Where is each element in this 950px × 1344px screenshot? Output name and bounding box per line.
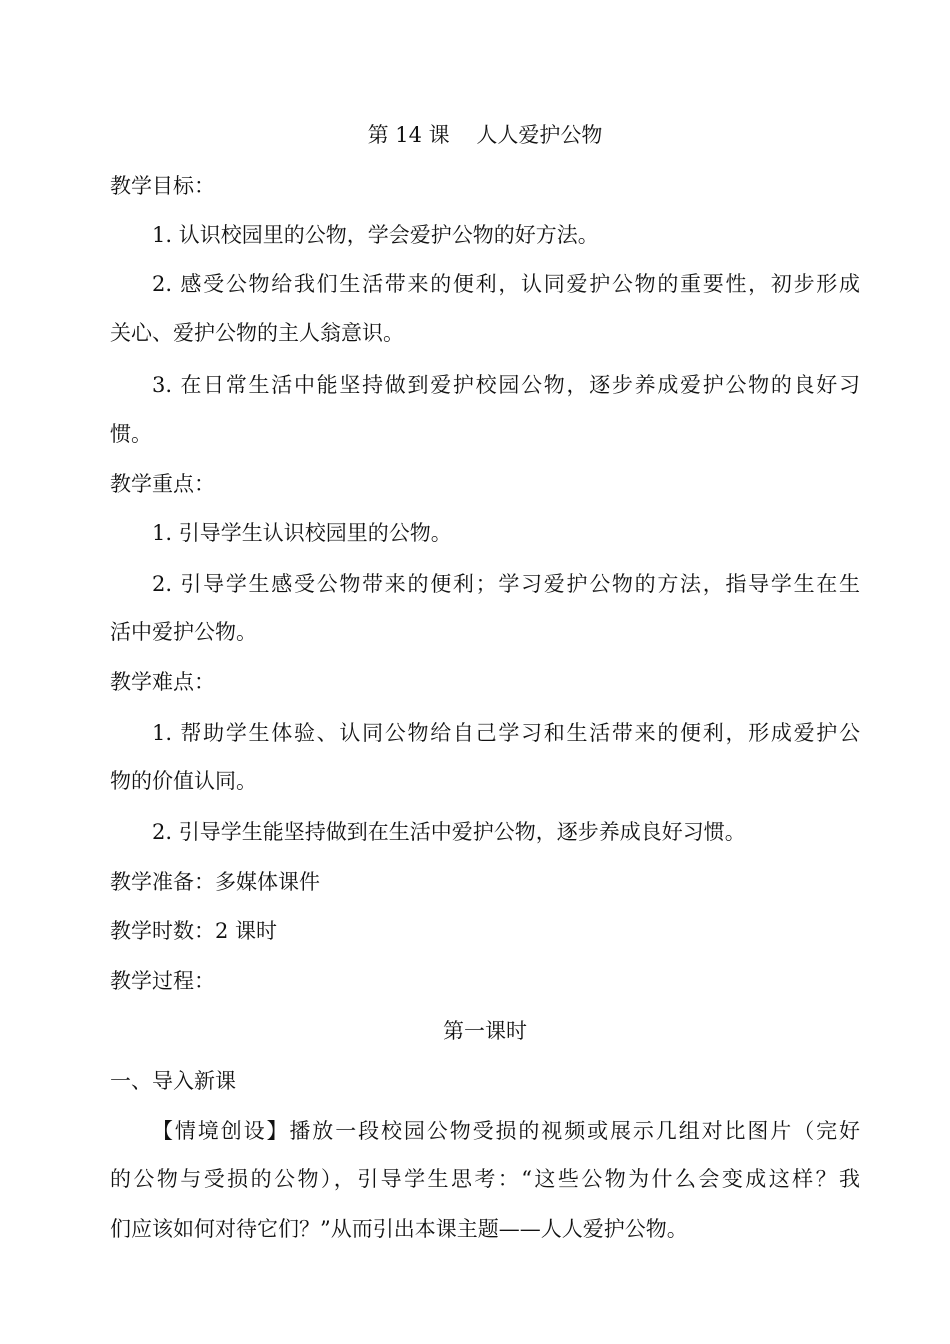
- difficulty-2: 2. 引导学生能坚持做到在生活中爱护公物，逐步养成良好习惯。: [152, 820, 746, 844]
- difficulty-1-line-1: 1. 帮助学生体验、认同公物给自己学习和生活带来的便利，形成爱护公: [152, 721, 860, 745]
- lesson-title: 第 14 课 人人爱护公物: [367, 123, 603, 147]
- key-point-1: 1. 引导学生认识校园里的公物。: [152, 521, 452, 545]
- section-1-heading: 一、导入新课: [110, 1069, 236, 1093]
- process-heading: 教学过程：: [110, 969, 215, 993]
- objective-3-line-1: 3. 在日常生活中能坚持做到爱护校园公物，逐步养成爱护公物的良好习: [152, 373, 860, 397]
- key-point-2-line-1: 2. 引导学生感受公物带来的便利；学习爱护公物的方法，指导学生在生: [152, 572, 860, 596]
- objective-1: 1. 认识校园里的公物，学会爱护公物的好方法。: [152, 223, 599, 247]
- objective-3-line-2: 惯。: [110, 422, 152, 446]
- preparation: 教学准备：多媒体课件: [110, 870, 320, 894]
- objectives-heading: 教学目标：: [110, 174, 215, 198]
- key-point-2-line-2: 活中爱护公物。: [110, 620, 257, 644]
- intro-line-3: 们应该如何对待它们？”从而引出本课主题——人人爱护公物。: [110, 1217, 688, 1241]
- difficulty-1-line-2: 物的价值认同。: [110, 769, 257, 793]
- objective-2-line-2: 关心、爱护公物的主人翁意识。: [110, 321, 404, 345]
- intro-line-2: 的公物与受损的公物），引导学生思考：“这些公物为什么会变成这样？我: [110, 1167, 860, 1191]
- lesson-heading: 第一课时: [443, 1019, 527, 1043]
- teaching-hours: 教学时数：2 课时: [110, 919, 278, 943]
- difficulties-heading: 教学难点：: [110, 670, 215, 694]
- objective-2-line-1: 2. 感受公物给我们生活带来的便利，认同爱护公物的重要性，初步形成: [152, 272, 860, 296]
- intro-line-1: 【情境创设】播放一段校园公物受损的视频或展示几组对比图片（完好: [152, 1119, 860, 1143]
- key-points-heading: 教学重点：: [110, 472, 215, 496]
